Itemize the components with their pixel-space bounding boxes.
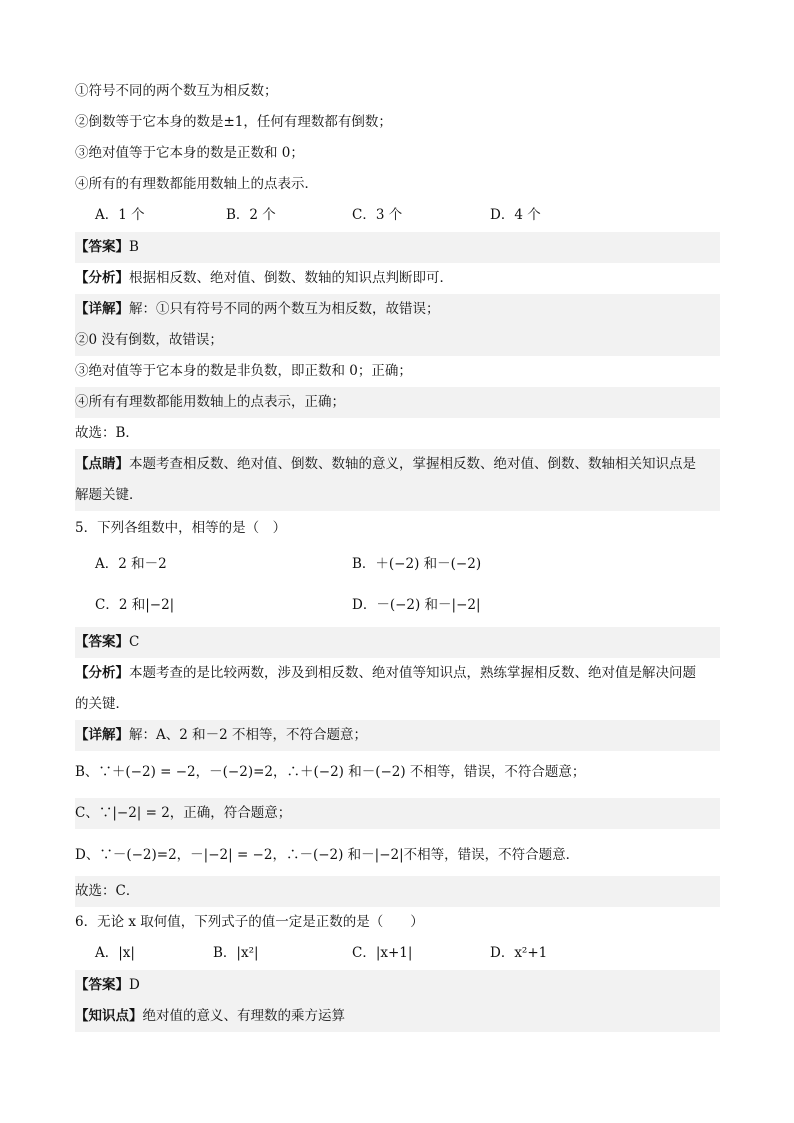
q6-options [75, 938, 720, 969]
q5-analysis-1 [75, 658, 720, 689]
q5-option-b: B．＋(−2) 和－(−2) [352, 556, 482, 572]
q4-statement-3: ③绝对值等于它本身的数是正数和 0； [75, 145, 304, 161]
detail-text: 解：A、2 和－2 不相等，不符合题意； [129, 727, 368, 743]
analysis-tag: 【分析】 [75, 665, 129, 681]
q5-options-row-1 [75, 549, 720, 580]
detail-tag: 【详解】 [75, 301, 129, 317]
q4-statement-1: ①符号不同的两个数互为相反数； [75, 83, 278, 99]
q4-detail-4: ④所有有理数都能用数轴上的点表示，正确； [75, 387, 720, 418]
q6-option-d: D．x²+1 [490, 945, 548, 961]
q6-option-a: A．|x| [95, 945, 135, 961]
q4-statement-4: ④所有的有理数都能用数轴上的点表示． [75, 176, 318, 192]
q5-option-c: C．2 和|−2| [95, 597, 175, 613]
detail-tag: 【详解】 [75, 727, 129, 743]
answer-tag: 【答案】 [75, 977, 129, 993]
q5-detail-a [75, 720, 720, 751]
q4-analysis [75, 263, 720, 294]
answer-tag: 【答案】 [75, 239, 129, 255]
q4-answer [75, 232, 720, 263]
analysis-text: 根据相反数、绝对值、倒数、数轴的知识点判断即可． [129, 270, 453, 286]
q4-option-d: D．4 个 [490, 207, 541, 223]
q5-conclusion: 故选：C． [75, 876, 720, 907]
q5-detail-d: D、∵－(−2)=2，－|−2| = −2，∴－(−2) 和－|−2|不相等，错误，不符合题意． [75, 847, 580, 863]
q4-comment-1 [75, 449, 720, 480]
q5-answer [75, 627, 720, 658]
q4-option-b: B．2 个 [226, 207, 276, 223]
q5-detail-c: C、∵|−2| = 2，正确，符合题意； [75, 798, 720, 829]
comment-tag: 【点睛】 [75, 456, 129, 472]
q6-option-c: C．|x+1| [352, 945, 413, 961]
analysis-text: 本题考查的是比较两数，涉及到相反数、绝对值等知识点，熟练掌握相反数、绝对值是解决问题 [129, 665, 696, 681]
q4-comment-2: 解题关键． [75, 480, 720, 511]
answer-value: D [129, 977, 140, 993]
answer-value: B [129, 239, 139, 255]
q6-knowledge [75, 1001, 720, 1032]
q4-detail-2: ②0 没有倒数，故错误； [75, 325, 720, 356]
knowledge-tag: 【知识点】 [75, 1008, 143, 1024]
knowledge-text: 绝对值的意义、有理数的乘方运算 [142, 1008, 345, 1024]
q4-detail-3: ③绝对值等于它本身的数是非负数，即正数和 0；正确； [75, 363, 412, 379]
q4-detail-1 [75, 294, 720, 325]
q6-answer [75, 970, 720, 1001]
analysis-tag: 【分析】 [75, 270, 129, 286]
q5-option-a: A．2 和－2 [95, 556, 167, 572]
q5-option-d: D．－(−2) 和－|−2| [352, 597, 481, 613]
q5-analysis-2: 的关键． [75, 696, 129, 712]
q4-option-c: C．3 个 [352, 207, 403, 223]
q4-option-a: A．1 个 [95, 207, 145, 223]
q4-conclusion: 故选：B． [75, 425, 139, 441]
q4-options [75, 200, 720, 231]
answer-value: C [129, 634, 140, 650]
q5-detail-b: B、∵＋(−2) = −2，－(−2)=2，∴＋(−2) 和－(−2) 不相等，错误，不符合题意； [75, 764, 586, 780]
q6-option-b: B．|x²| [213, 945, 259, 961]
q4-statement-2: ②倒数等于它本身的数是±1，任何有理数都有倒数； [75, 114, 392, 130]
comment-text: 本题考查相反数、绝对值、倒数、数轴的意义，掌握相反数、绝对值、倒数、数轴相关知识点是 [129, 456, 696, 472]
q6-question: 6．无论 x 取何值，下列式子的值一定是正数的是（ ） [75, 914, 424, 930]
q5-question: 5．下列各组数中，相等的是（ ） [75, 520, 287, 536]
answer-tag: 【答案】 [75, 634, 129, 650]
detail-text: 解：①只有符号不同的两个数互为相反数，故错误； [129, 301, 440, 317]
q5-options-row-2 [75, 590, 720, 621]
